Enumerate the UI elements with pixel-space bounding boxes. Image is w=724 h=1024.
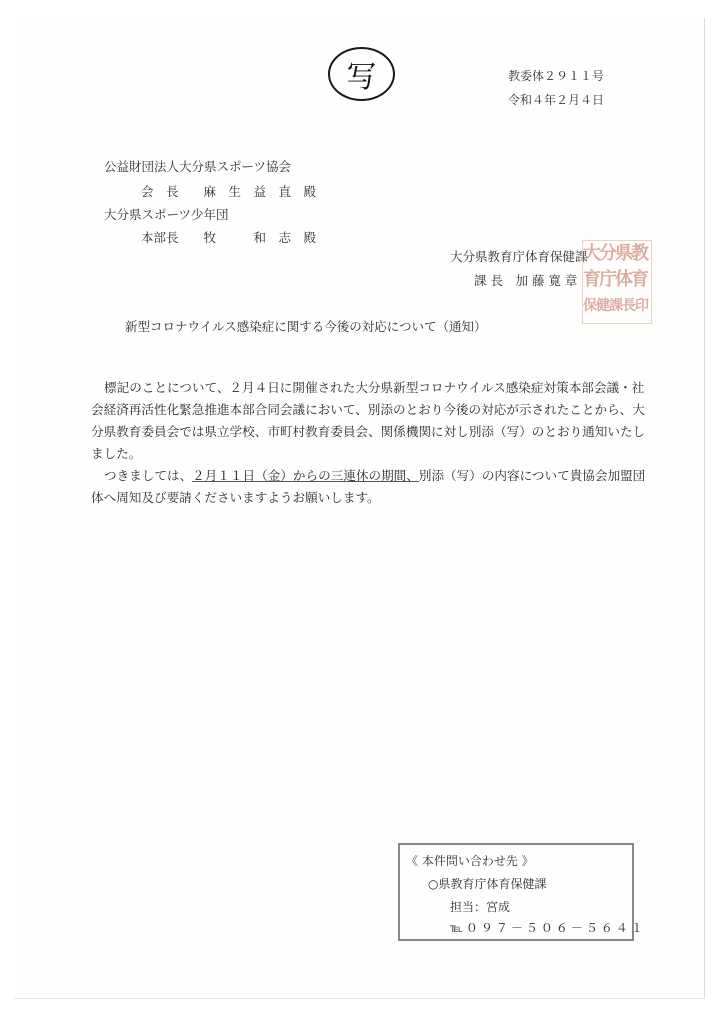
- underlined-holiday-period: ２月１１日（金）からの三連休の期間、: [192, 468, 419, 483]
- sender-title-name: 課 長 加 藤 寛 章: [474, 273, 578, 288]
- body-line: 分県教育委員会では県立学校、市町村教育委員会、関係機関に対し別添（写）のとおり通知いたし: [91, 424, 646, 439]
- body-text-prefix: つきましては、: [104, 468, 193, 483]
- official-seal-stamp: [582, 240, 652, 324]
- document-number: 教委体２９１１号: [508, 69, 605, 83]
- body-line: ました。: [91, 446, 142, 461]
- contact-department: ○県教育庁体育保健課: [428, 877, 547, 891]
- body-line: 会経済再活性化緊急推進本部合同会議において、別添のとおり今後の対応が示されたことから、大: [91, 402, 645, 417]
- recipient-2-org: 大分県スポーツ少年団: [104, 207, 229, 222]
- recipient-1-org: 公益財団法人大分県スポーツ協会: [104, 159, 292, 174]
- copy-stamp-mark: [328, 47, 395, 101]
- seal-line: 育庁体育: [583, 269, 647, 290]
- seal-line: 保健課長印: [583, 298, 648, 314]
- document-body: [91, 377, 651, 509]
- document-subject: 新型コロナウイルス感染症に関する今後の対応について（通知）: [125, 319, 487, 334]
- body-line: 体へ周知及び要請くださいますようお願いします。: [91, 490, 380, 505]
- document-date: 令和４年２月４日: [508, 93, 605, 107]
- body-text-suffix: 別添（写）の内容について貴協会加盟団: [418, 468, 646, 483]
- body-line: 標記のことについて、２月４日に開催された大分県新型コロナウイルス感染症対策本部会議・社: [104, 380, 645, 395]
- contact-phone: ℡０９７－５０６－５６４１: [450, 921, 646, 935]
- contact-info-box: [398, 843, 646, 941]
- contact-person: 担当：宮成: [450, 900, 511, 914]
- seal-line: 大分県教: [583, 243, 647, 264]
- copy-mark-glyph: 写: [346, 60, 377, 95]
- sender-department: 大分県教育庁体育保健課: [450, 249, 588, 264]
- recipient-1-title-name: 会 長 麻 生 益 直 殿: [141, 184, 317, 199]
- recipient-2-title-name: 本部長 牧 和 志 殿: [141, 230, 317, 245]
- body-paragraph-2: [91, 465, 651, 487]
- contact-heading: 《 本件問い合わせ先 》: [406, 854, 534, 868]
